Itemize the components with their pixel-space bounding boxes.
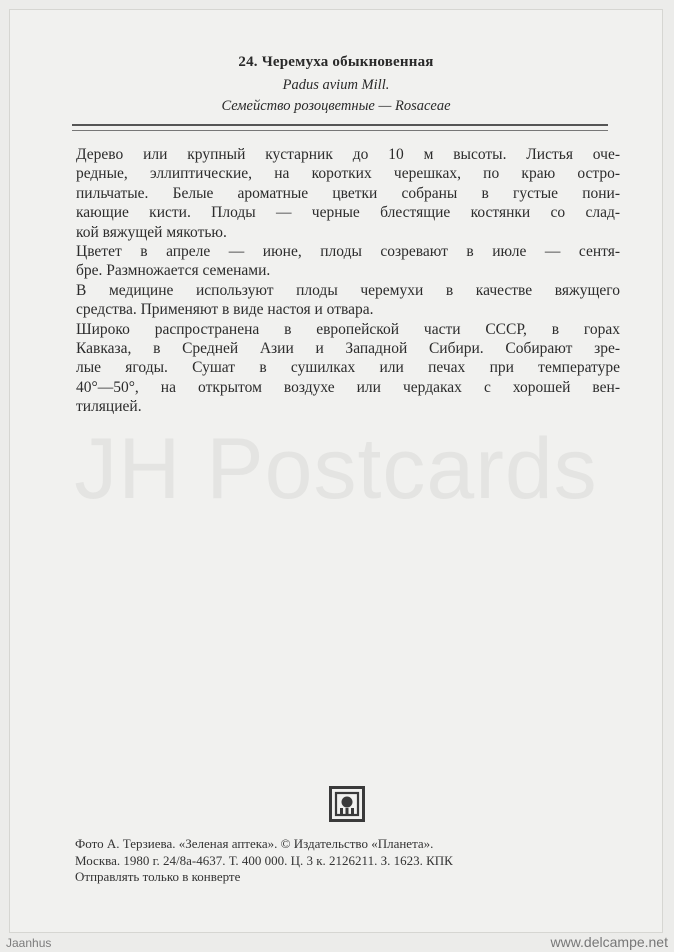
imprint — [75, 836, 453, 886]
postcard — [9, 9, 663, 933]
header-rule-thin — [72, 130, 608, 131]
text-line: тиляцией. — [76, 398, 142, 416]
text-line: Дерево или крупный кустарник до 10 м высоты. Листья оче- — [76, 146, 620, 163]
text-line: пильчатые. Белые ароматные цветки собраны в густые пони- — [76, 184, 620, 202]
description-text — [76, 145, 620, 417]
site-watermark: www.delcampe.net — [550, 934, 668, 950]
text-line: кающие кисти. Плоды — черные блестящие костянки со слад- — [76, 204, 620, 222]
text-line: 40°—50°, на открытом воздухе или чердаках с хорошей вен- — [76, 378, 620, 396]
text-line: бре. Размножается семенами. — [76, 262, 271, 280]
text-line: средства. Применяют в виде настоя и отвара. — [76, 301, 374, 319]
source-label: Jaanhus — [6, 936, 52, 950]
watermark: JH Postcards — [74, 421, 598, 517]
text-line: редные, эллиптические, на коротких черешках, по краю остро- — [76, 165, 620, 183]
imprint-line: Фото А. Терзиева. «Зеленая аптека». © Издательство «Планета». — [75, 836, 434, 851]
text-line: Кавказа, в Средней Азии и Западной Сибири. Собирают зре- — [76, 340, 620, 358]
text-line: Широко распространена в европейской части СССР, в горах — [76, 320, 620, 338]
imprint-line: Москва. 1980 г. 24/8а-4637. Т. 400 000. Ц. 3 к. 2126211. З. 1623. КПК — [75, 852, 453, 868]
family-name: Семейство розоцветные — Rosaceae — [221, 98, 451, 114]
text-line: лые ягоды. Сушат в сушилках или печах при температуре — [76, 359, 620, 377]
text-line: Цветет в апреле — июне, плоды созревают в июле — сентя- — [76, 243, 620, 261]
text-line: В медицине используют плоды черемухи в качестве вяжущего — [76, 281, 620, 299]
text-line: кой вяжущей мякотью. — [76, 223, 227, 241]
imprint-line: Отправлять только в конверте — [75, 869, 241, 884]
publisher-logo-icon — [329, 786, 365, 822]
latin-name: Padus avium Mill. — [282, 77, 390, 93]
header-rule-thick — [72, 124, 608, 126]
plant-title: 24. Черемуха обыкновенная — [238, 54, 434, 70]
